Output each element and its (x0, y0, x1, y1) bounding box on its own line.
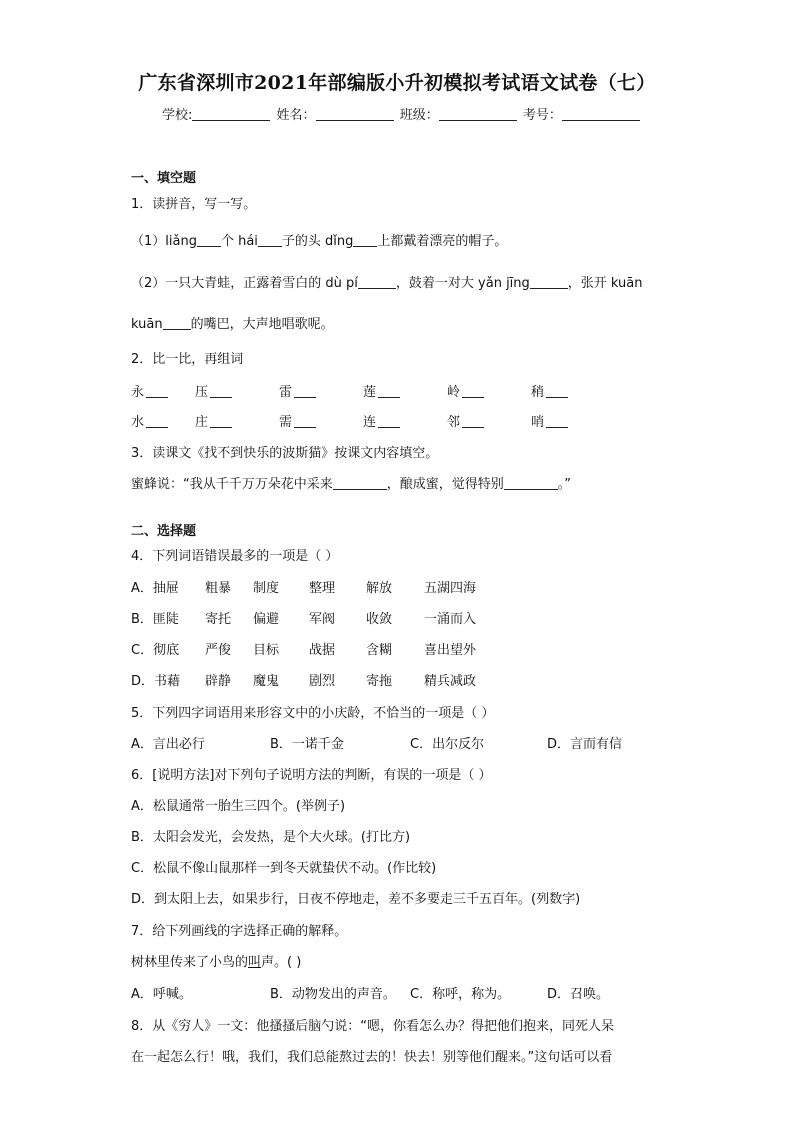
q4-word: 含糊 (366, 643, 393, 658)
q4-word: 粗暴 (205, 581, 232, 596)
q3-stem: 3．读课文《找不到快乐的波斯猫》按课文内容填空。 (131, 446, 439, 461)
exam-no-blank[interactable] (562, 107, 640, 121)
answer-blank[interactable] (546, 414, 568, 428)
char-cell (195, 411, 232, 430)
q7-underlined-char: 叫 (248, 955, 262, 970)
q4-word: 目标 (253, 643, 280, 658)
answer-blank[interactable] (530, 275, 568, 289)
q4-word: 军阀 (309, 612, 336, 627)
q4-word: 寄拖 (366, 674, 393, 689)
answer-blank[interactable] (146, 384, 168, 398)
q5-option-b[interactable]: B．一诺千金 (270, 737, 344, 752)
q7-text-b: 声。( ) (261, 955, 302, 970)
answer-blank[interactable] (210, 384, 232, 398)
q4-word: 剧烈 (309, 674, 336, 689)
char: 庄 (195, 415, 209, 430)
answer-blank[interactable] (210, 414, 232, 428)
char-cell (131, 381, 168, 400)
q1-p1-text-a: （1）liǎng (131, 234, 197, 249)
q3-text-b: ，酿成蜜，觉得特别 (386, 477, 504, 492)
q5-option-a[interactable]: A．言出必行 (131, 737, 205, 752)
char: 哨 (531, 415, 545, 430)
q8-line2: 在一起怎么行！哦，我们，我们总能熬过去的！快去！别等他们醒来。”这句话可以看 (131, 1050, 613, 1065)
q3-text-a: 蜜蜂说：“我从千千万万朵花中采来 (131, 477, 333, 492)
q1-p1-text-d: 上都戴着漂亮的帽子。 (377, 234, 508, 249)
q1-p2-text-a: （2）一只大青蛙，正露着雪白的 dù pí (131, 276, 358, 291)
char: 压 (195, 385, 209, 400)
class-blank[interactable] (439, 107, 517, 121)
q1-p3-text-a: kuān (131, 317, 163, 332)
q4-word: 战据 (309, 643, 336, 658)
q4-option-b[interactable]: B．匪陡 (131, 612, 179, 627)
char: 连 (363, 415, 377, 430)
q4-word: 整理 (309, 581, 336, 596)
q4-word: 解放 (366, 581, 393, 596)
q6-option-d[interactable]: D．到太阳上去，如果步行，日夜不停地走，差不多要走三千五百年。(列数字) (131, 892, 581, 907)
q1-p1-text-b: 个 hái (220, 234, 258, 249)
q6-option-a[interactable]: A．松鼠通常一胎生三四个。(举例子) (131, 799, 346, 814)
q7-sentence (131, 951, 301, 970)
q1-part2 (131, 272, 643, 291)
char-cell (531, 411, 568, 430)
q3-text-c: 。” (557, 477, 572, 492)
q4-word: 收敛 (366, 612, 393, 627)
q5-option-c[interactable]: C．出尔反尔 (410, 737, 485, 752)
answer-blank[interactable] (462, 414, 484, 428)
q3-sentence (131, 473, 571, 492)
student-info-row (162, 104, 642, 123)
char: 永 (131, 385, 145, 400)
answer-blank[interactable] (462, 384, 484, 398)
answer-blank[interactable] (358, 275, 396, 289)
char-cell (531, 381, 568, 400)
char: 稍 (531, 385, 545, 400)
char: 邻 (447, 415, 461, 430)
q2-stem: 2．比一比，再组词 (131, 352, 244, 367)
char-cell (195, 381, 232, 400)
q1-p3-text-b: 的嘴巴，大声地唱歌呢。 (190, 317, 334, 332)
q4-word: 魔鬼 (253, 674, 280, 689)
answer-blank[interactable] (333, 476, 387, 490)
answer-blank[interactable] (197, 233, 221, 247)
q4-word: 辟静 (205, 674, 232, 689)
answer-blank[interactable] (294, 384, 316, 398)
school-label: 学校: (162, 108, 193, 123)
char: 水 (131, 415, 145, 430)
name-blank[interactable] (316, 107, 394, 121)
char: 雷 (279, 385, 293, 400)
exam-title: 广东省深圳市2021年部编版小升初模拟考试语文试卷（七） (138, 72, 656, 94)
q4-word: 严俊 (205, 643, 232, 658)
q5-stem: 5．下列四字词语用来形容文中的小庆龄，不恰当的一项是（ ） (131, 706, 495, 721)
q6-option-b[interactable]: B．太阳会发光，会发热，是个大火球。(打比方) (131, 830, 411, 845)
char-cell (363, 381, 400, 400)
q1-p2-text-c: ，张开 kuān (567, 276, 643, 291)
school-blank[interactable] (192, 107, 270, 121)
answer-blank[interactable] (258, 233, 282, 247)
q4-word: 制度 (253, 581, 280, 596)
q8-line1: 8．从《穷人》一文：他搔搔后脑勺说：“嗯，你看怎么办？得把他们抱来，同死人呆 (131, 1019, 615, 1034)
section-fill-blank-heading: 一、填空题 (131, 171, 197, 186)
q4-word: 喜出望外 (424, 643, 477, 658)
q4-word: 偏避 (253, 612, 280, 627)
section-choice-heading: 二、选择题 (131, 524, 197, 539)
name-label: 姓名： (276, 108, 316, 123)
answer-blank[interactable] (163, 316, 191, 330)
char: 需 (279, 415, 293, 430)
q1-part1 (131, 230, 507, 249)
q4-option-a[interactable]: A．抽屉 (131, 581, 179, 596)
char-cell (131, 411, 168, 430)
answer-blank[interactable] (378, 384, 400, 398)
char-cell (447, 381, 484, 400)
char-cell (363, 411, 400, 430)
answer-blank[interactable] (378, 414, 400, 428)
q4-word: 寄托 (205, 612, 232, 627)
char: 岭 (447, 385, 461, 400)
char-cell (279, 381, 316, 400)
q6-stem: 6．[说明方法]对下列句子说明方法的判断，有误的一项是（ ） (131, 768, 492, 783)
answer-blank[interactable] (546, 384, 568, 398)
answer-blank[interactable] (294, 414, 316, 428)
q4-stem: 4．下列词语错误最多的一项是（ ） (131, 549, 339, 564)
exam-no-label: 考号： (522, 108, 562, 123)
q1-part2-cont (131, 313, 334, 332)
answer-blank[interactable] (146, 414, 168, 428)
q7-text-a: 树林里传来了小鸟的 (131, 955, 249, 970)
q7-option-b[interactable]: B．动物发出的声音。 (270, 987, 396, 1002)
q4-option-c[interactable]: C．彻底 (131, 643, 180, 658)
q4-option-d[interactable]: D．书藉 (131, 674, 181, 689)
q7-option-d[interactable]: D．召唤。 (547, 987, 610, 1002)
char-cell (447, 411, 484, 430)
q1-stem: 1．读拼音，写一写。 (131, 197, 257, 212)
q1-p1-text-c: 子的头 dǐng (281, 234, 354, 249)
q7-option-c[interactable]: C．称呼，称为。 (410, 987, 511, 1002)
q1-p2-text-b: ，鼓着一对大 yǎn jīng (395, 276, 530, 291)
q4-word: 精兵减政 (424, 674, 477, 689)
answer-blank[interactable] (504, 476, 558, 490)
q5-option-d[interactable]: D．言而有信 (547, 737, 623, 752)
answer-blank[interactable] (353, 233, 377, 247)
q6-option-c[interactable]: C．松鼠不像山鼠那样一到冬天就蛰伏不动。(作比较) (131, 861, 437, 876)
char: 莲 (363, 385, 377, 400)
class-label: 班级： (399, 108, 439, 123)
q4-word: 五湖四海 (424, 581, 477, 596)
char-cell (279, 411, 316, 430)
q7-option-a[interactable]: A．呼喊。 (131, 987, 192, 1002)
q7-stem: 7．给下列画线的字选择正确的解释。 (131, 924, 348, 939)
q4-word: 一涌而入 (424, 612, 477, 627)
